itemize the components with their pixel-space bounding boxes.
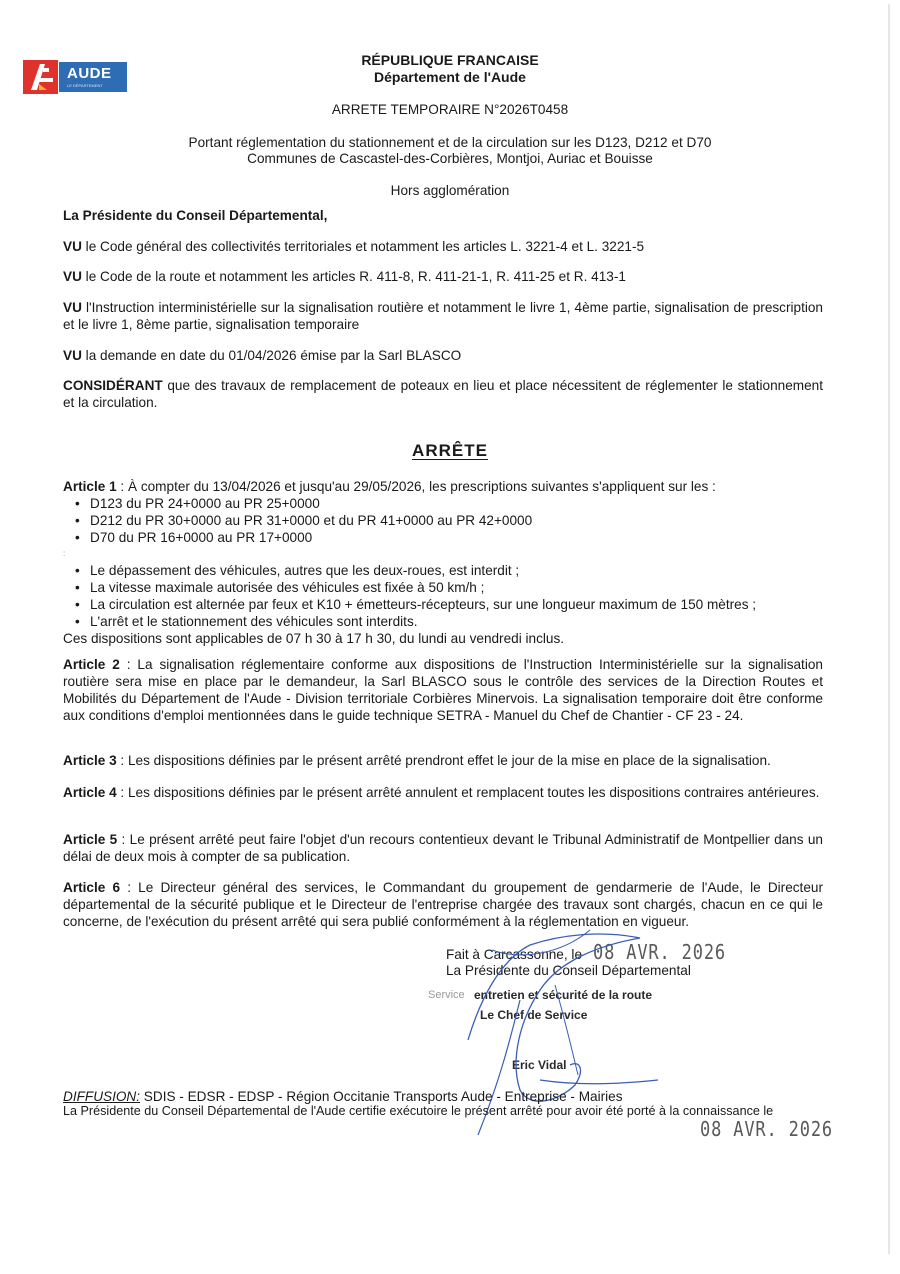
vu-3: VU l'Instruction interministérielle sur la signalisation routière et notamment le livre 1, 4ème partie, signalisation de prescription et le livre 1, 8ème partie, signalisation temporaire [63, 300, 823, 332]
logo-subtext: LE DÉPARTEMENT [67, 83, 103, 88]
road-item: • D70 du PR 16+0000 au PR 17+0000 [63, 529, 823, 546]
service-name: entretien et sécurité de la route [474, 988, 653, 1002]
arrete-number: ARRETE TEMPORAIRE N°2026T0458 [331, 102, 569, 117]
signature-place: Fait à Carcassonne, le [446, 947, 583, 962]
rule-item: • L'arrêt et le stationnement des véhicules sont interdits. [63, 613, 823, 630]
certification-date-stamp: 08 AVR. 2026 [700, 1117, 834, 1141]
colon-mark: : [63, 549, 66, 558]
logo-text: AUDE [67, 65, 112, 82]
subject-line-1: Portant réglementation du stationnement et de la circulation sur les D123, D212 et D70 [188, 135, 712, 150]
rule-item: • La vitesse maximale autorisée des véhicules est fixée à 50 km/h ; [63, 579, 823, 596]
president-preamble: La Présidente du Conseil Départemental, [63, 208, 328, 223]
signature-president: La Présidente du Conseil Départemental [446, 963, 691, 978]
date-stamp: 08 AVR. 2026 [593, 940, 727, 964]
certification-note: La Présidente du Conseil Départemental de l'Aude certifie exécutoire le présent arrêté pour avoir été porté à la connaissance le [63, 1104, 774, 1118]
article-1-hours: Ces dispositions sont applicables de 07 h 30 à 17 h 30, du lundi au vendredi inclus. [63, 631, 565, 646]
diffusion-list: DIFFUSION: SDIS - EDSR - EDSP - Région Occitanie Transports Aude - Entreprise - Mairies [63, 1089, 623, 1104]
road-item: • D123 du PR 24+0000 au PR 25+0000 [63, 495, 823, 512]
chef-de-service: Le Chef de Service [480, 1008, 588, 1022]
vu-1: VU le Code général des collectivités territoriales et notamment les articles L. 3221-4 et L. 3221-5 [63, 239, 645, 254]
article-4: Article 4 : Les dispositions définies par le présent arrêté annulent et remplacent toutes les dispositions contraires antérieures. [63, 785, 820, 800]
location-note: Hors agglomération [390, 183, 510, 198]
article-3: Article 3 : Les dispositions définies par le présent arrêté prendront effet le jour de la mise en place de la signalisation. [63, 753, 771, 768]
arrete-title: ARRÊTE [412, 441, 488, 460]
road-item: • D212 du PR 30+0000 au PR 31+0000 et du PR 41+0000 au PR 42+0000 [63, 512, 823, 529]
article-1-intro: Article 1 : À compter du 13/04/2026 et jusqu'au 29/05/2026, les prescriptions suivantes s'appliquent sur les : [63, 479, 716, 494]
rule-item: • La circulation est alternée par feux et K10 + émetteurs-récepteurs, sur une longueur maximum de 150 mètres ; [63, 596, 823, 613]
republic-heading: RÉPUBLIQUE FRANCAISE [361, 52, 539, 68]
subject-line-2: Communes de Cascastel-des-Corbières, Montjoi, Auriac et Bouisse [247, 151, 653, 166]
vu-4: VU la demande en date du 01/04/2026 émise par la Sarl BLASCO [63, 348, 462, 363]
rule-item: • Le dépassement des véhicules, autres que les deux-roues, est interdit ; [63, 562, 823, 579]
considerant: CONSIDÉRANT que des travaux de remplacement de poteaux en lieu et place nécessitent de réglementer le stationnement et la circulation. [63, 378, 823, 410]
signatory-name: Eric Vidal [512, 1058, 567, 1072]
article-5: Article 5 : Le présent arrêté peut faire l'objet d'un recours contentieux devant le Tribunal Administratif de Montpellier dans un délai de deux mois à compter de sa publication. [63, 832, 823, 864]
service-prefix: Service [428, 989, 465, 1001]
article-6: Article 6 : Le Directeur général des services, le Commandant du groupement de gendarmerie de l'Aude, le Directeur départemental de la sécurité publique et le Directeur de l'entreprise chargée des travaux sont chargés, chacun en ce qui le concerne, de l'exécution du présent arrêté qui sera publié conformément à la réglementation en vigueur. [63, 880, 823, 929]
department-heading: Département de l'Aude [374, 69, 526, 85]
vu-2: VU le Code de la route et notamment les articles R. 411-8, R. 411-21-1, R. 411-25 et R. 413-1 [63, 269, 626, 284]
article-2: Article 2 : La signalisation réglementaire conforme aux dispositions de l'Instruction Interministérielle sur la signalisation routière sera mise en place par le demandeur, la Sarl BLASCO sous le contrôle des services de la Direction Routes et Mobilités du Département de l'Aude - Division territoriale Corbières Minervois. La signalisation temporaire doit être conforme aux conditions d'emploi mentionnées dans le guide technique SETRA - Manuel du Chef de Chantier - CF 23 - 24. [63, 657, 823, 723]
